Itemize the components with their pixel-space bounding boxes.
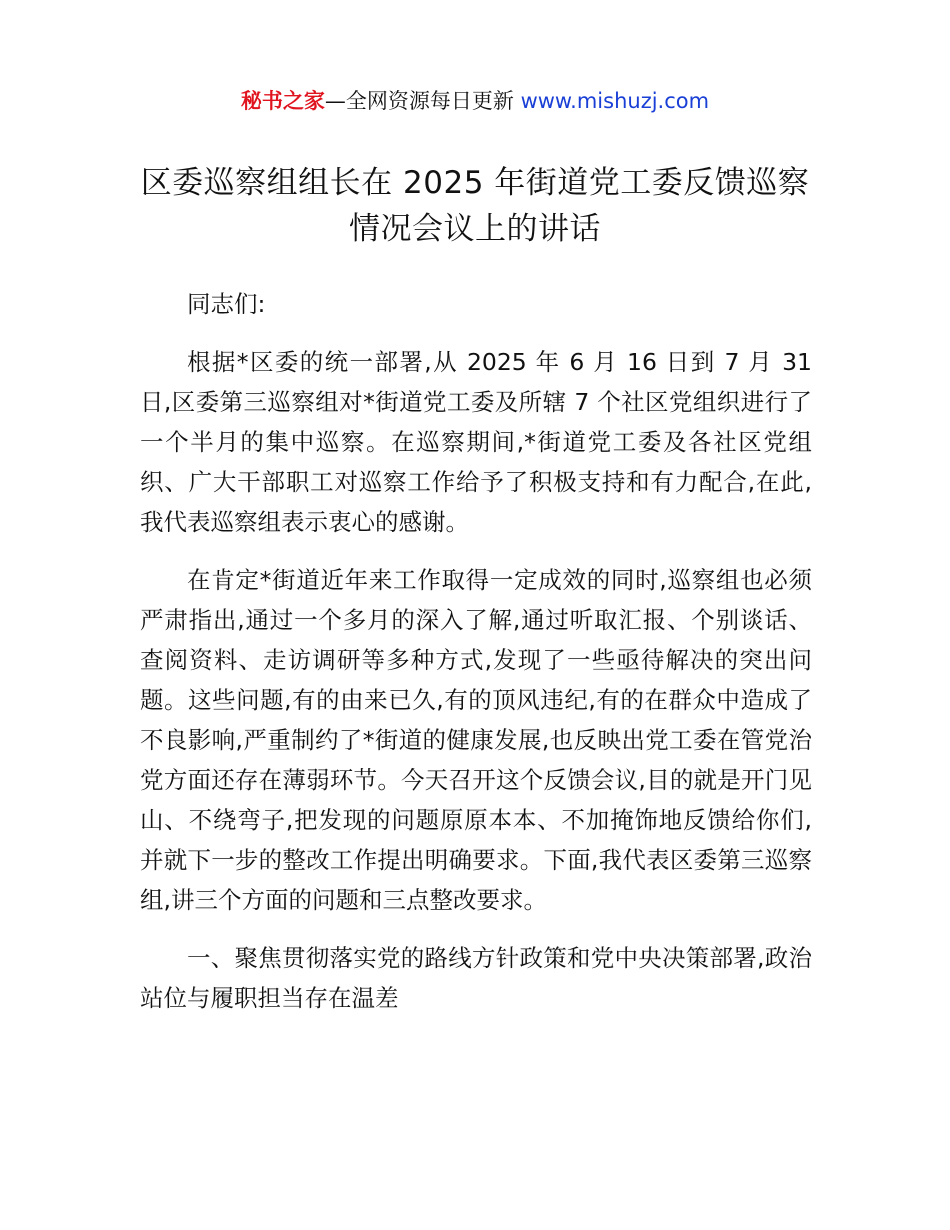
site-header bbox=[0, 86, 950, 116]
title-line-2: 情况会议上的讲话 bbox=[349, 211, 601, 247]
salutation: 同志们: bbox=[187, 290, 266, 318]
section-heading-1: 一、聚焦贯彻落实党的路线方针政策和党中央决策部署,政治站位与履职担当存在温差 bbox=[140, 944, 812, 1012]
paragraph-intro: 根据*区委的统一部署,从 2025 年 6 月 16 日到 7 月 31 日,区委第三巡察组对*街道党工委及所辖 7 个社区党组织进行了一个半月的集中巡察。在巡察期间,*街道党工委及各社区党组织、广大干部职工对巡察工作给予了积极支持和有力配合,在此,我代表巡察组表示衷心的感谢。 bbox=[140, 348, 812, 536]
document-body bbox=[140, 284, 812, 1036]
paragraph-findings: 在肯定*街道近年来工作取得一定成效的同时,巡察组也必须严肃指出,通过一个多月的深入了解,通过听取汇报、个别谈话、查阅资料、走访调研等多种方式,发现了一些亟待解决的突出问题。这些问题,有的由来已久,有的顶风违纪,有的在群众中造成了不良影响,严重制约了*街道的健康发展,也反映出党工委在管党治党方面还存在薄弱环节。今天召开这个反馈会议,目的就是开门见山、不绕弯子,把发现的问题原原本本、不加掩饰地反馈给你们,并就下一步的整改工作提出明确要求。下面,我代表区委第三巡察组,讲三个方面的问题和三点整改要求。 bbox=[140, 566, 812, 914]
site-url-link[interactable]: www.mishuzj.com bbox=[520, 89, 710, 113]
document-title bbox=[140, 160, 810, 252]
title-line-1: 区委巡察组组长在 2025 年街道党工委反馈巡察 bbox=[140, 165, 810, 201]
brand-name: 秘书之家 bbox=[240, 89, 325, 113]
header-tagline: —全网资源每日更新 bbox=[324, 89, 514, 113]
